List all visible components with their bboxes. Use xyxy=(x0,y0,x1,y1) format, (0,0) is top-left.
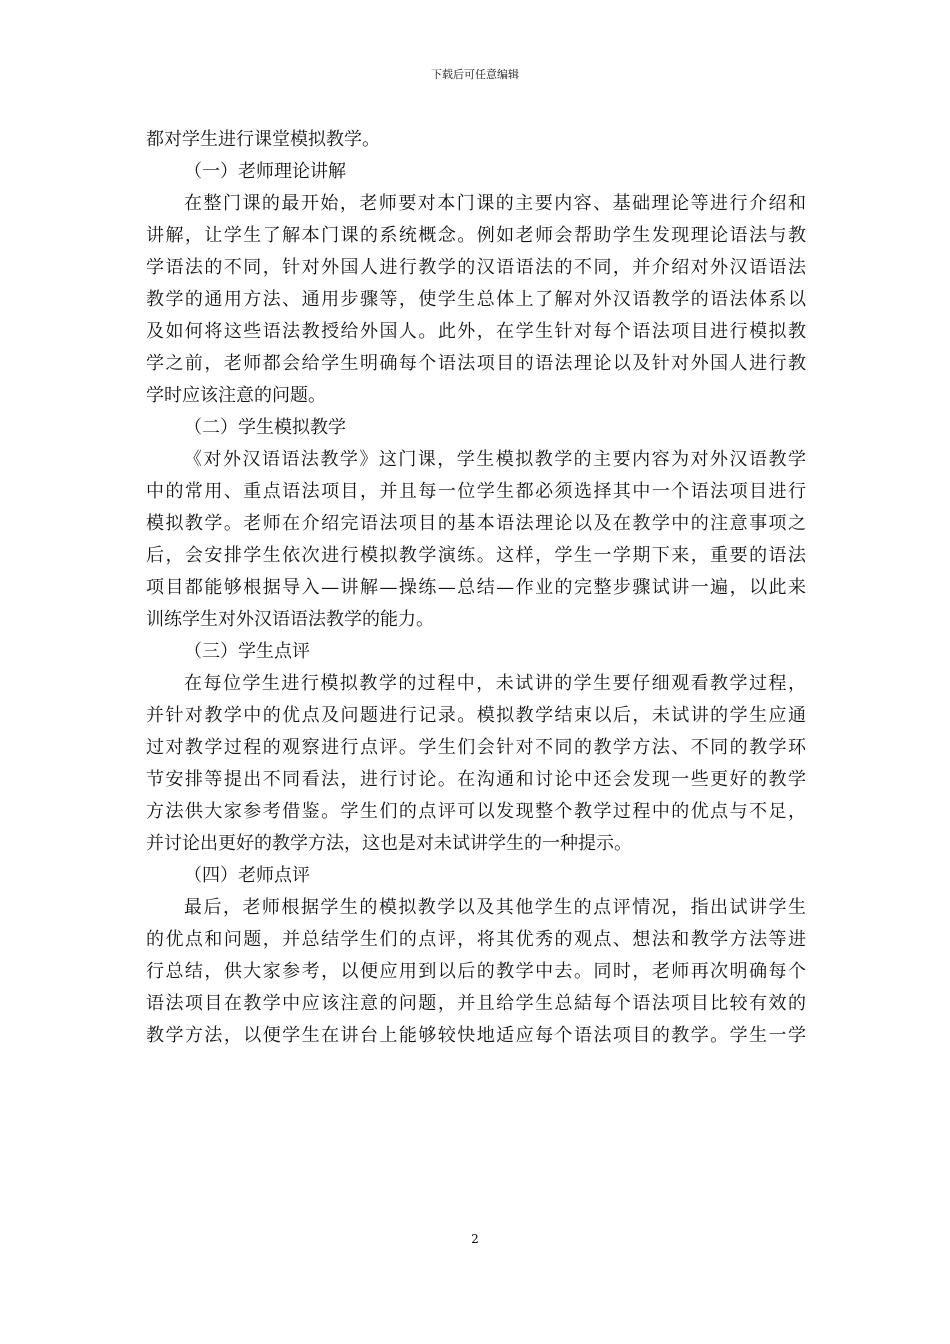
text-line: 都对学生进行课堂模拟教学。 xyxy=(146,129,380,150)
text-line: 语法项目在教学中应该注意的问题，并且给学生总結每个语法项目比较有效的 xyxy=(146,993,806,1014)
text-line: 并针对教学中的优点及问题进行记录。模拟教学结束以后，未试讲的学生应通 xyxy=(146,705,806,726)
text-line: 《对外汉语语法教学》这门课，学生模拟教学的主要内容为对外汉语教学 xyxy=(184,449,806,470)
section-heading-2: （二）学生模拟教学 xyxy=(184,417,346,438)
text-line: 行总结，供大家参考，以便应用到以后的教学中去。同时，老师再次明确每个 xyxy=(146,961,806,982)
text-line: 教学的通用方法、通用步骤等，使学生总体上了解对外汉语教学的语法体系以 xyxy=(146,289,806,310)
text-line: 方法供大家参考借鉴。学生们的点评可以发现整个教学过程中的优点与不足， xyxy=(146,801,806,822)
text-line: 的优点和问题，并总结学生们的点评，将其优秀的观点、想法和教学方法等进 xyxy=(146,929,806,950)
text-line: 在每位学生进行模拟教学的过程中，未试讲的学生要仔细观看教学过程， xyxy=(184,673,806,694)
text-line: 学语法的不同，针对外国人进行教学的汉语语法的不同，并介绍对外汉语语法 xyxy=(146,257,806,278)
page-header: 下载后可任意编辑 xyxy=(431,68,519,81)
text-line: 模拟教学。老师在介绍完语法项目的基本语法理论以及在教学中的注意事项之 xyxy=(146,513,806,534)
section-heading-3: （三）学生点评 xyxy=(184,641,310,662)
text-line: 训练学生对外汉语语法教学的能力。 xyxy=(146,609,434,630)
document-body xyxy=(146,124,806,1052)
section-heading-4: （四）老师点评 xyxy=(184,865,310,886)
text-line: 教学方法，以便学生在讲台上能够较快地适应每个语法项目的教学。学生一学 xyxy=(146,1025,806,1046)
page-number: 2 xyxy=(471,1232,479,1246)
text-line: 过对教学过程的观察进行点评。学生们会针对不同的教学方法、不同的教学环 xyxy=(146,737,806,758)
text-line: 学之前，老师都会给学生明确每个语法项目的语法理论以及针对外国人进行教 xyxy=(146,353,806,374)
text-line: 并讨论出更好的教学方法，这也是对未试讲学生的一种提示。 xyxy=(146,833,632,854)
text-line: 讲解，让学生了解本门课的系统概念。例如老师会帮助学生发现理论语法与教 xyxy=(146,225,806,246)
text-line: 最后，老师根据学生的模拟教学以及其他学生的点评情况，指出试讲学生 xyxy=(184,897,806,918)
text-line: 中的常用、重点语法项目，并且每一位学生都必须选择其中一个语法项目进行 xyxy=(146,481,806,502)
text-line: 及如何将这些语法教授给外国人。此外，在学生针对每个语法项目进行模拟教 xyxy=(146,321,806,342)
text-line: 学时应该注意的问题。 xyxy=(146,385,326,406)
section-heading-1: （一）老师理论讲解 xyxy=(184,161,346,182)
text-line: 后，会安排学生依次进行模拟教学演练。这样，学生一学期下来，重要的语法 xyxy=(146,545,806,566)
text-line: 项目都能够根据导入—讲解—操练—总结—作业的完整步骤试讲一遍，以此来 xyxy=(146,577,806,598)
text-line: 节安排等提出不同看法，进行讨论。在沟通和讨论中还会发现一些更好的教学 xyxy=(146,769,806,790)
text-line: 在整门课的最开始，老师要对本门课的主要内容、基础理论等进行介绍和 xyxy=(184,193,806,214)
